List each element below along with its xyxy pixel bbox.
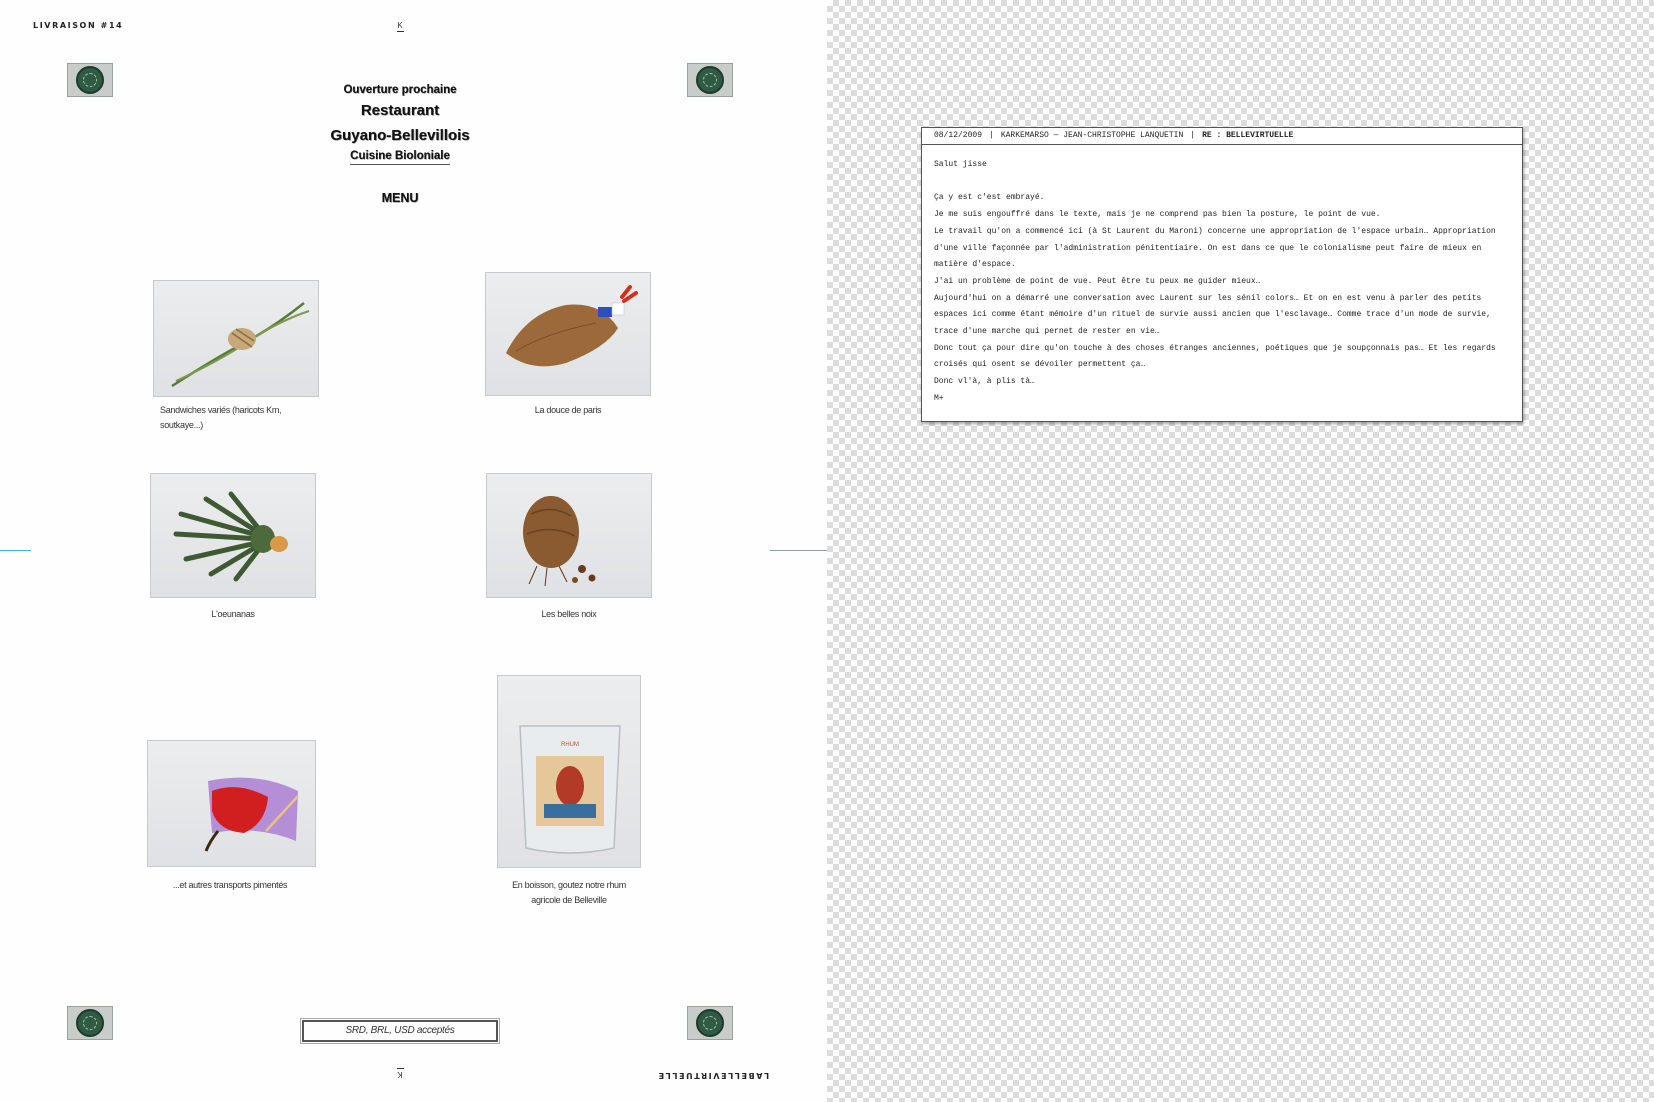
menu-photo-coconut xyxy=(486,473,652,598)
email-line: d'une ville façonnée par l'administration pénitentiaire. On est dans ce que le colonialisme peut faire de mieux en xyxy=(934,243,1482,253)
email-line: matière d'espace. xyxy=(934,260,1016,270)
email-from: KARKEMARSO — JEAN-CHRISTOPHE LANQUETIN xyxy=(1000,131,1184,140)
email-line: Ça y est c'est embrayé. xyxy=(934,193,1045,203)
seal-emblem-icon xyxy=(696,66,724,94)
beans-illustration xyxy=(154,281,319,397)
email-date: 08/12/2009 xyxy=(934,131,983,140)
heading-opening: Ouverture prochaine xyxy=(343,84,457,96)
menu-caption-beans: Sandwiches variés (haricots Km, soutkaye...) xyxy=(160,405,282,430)
email-line: Donc tout ça pour dire qu'on touche à des choses étranges anciennes, poétiques que je soupçonnais pas… Et les regards xyxy=(934,343,1496,353)
heading-cuisine: Cuisine Bioloniale xyxy=(350,150,450,165)
header-separator: | xyxy=(989,131,994,140)
email-line: croisés qui osent se dévoiler permettent ça… xyxy=(934,360,1146,370)
folio-letter: K xyxy=(397,21,403,30)
heading-restaurant: Restaurant xyxy=(360,102,440,119)
crop-mark-gutter xyxy=(770,550,827,551)
crop-mark-left xyxy=(0,550,31,551)
email-line: Donc vl'à, à plis tà… xyxy=(934,377,1035,387)
email-subject: RE : BELLEVIRTUELLE xyxy=(1202,131,1294,140)
seal-bottom-left xyxy=(67,1006,113,1040)
svg-text:RHUM: RHUM xyxy=(561,742,579,748)
menu-caption-rum: En boisson, goutez notre rhum agricole de Belleville xyxy=(512,880,626,905)
email-greeting: Salut jisse xyxy=(934,160,987,169)
email-header xyxy=(922,128,1522,145)
seal-top-right xyxy=(687,63,733,97)
header-separator: | xyxy=(1190,131,1196,140)
accepted-currencies: SRD, BRL, USD acceptés xyxy=(302,1020,498,1042)
seal-bottom-right xyxy=(687,1006,733,1040)
email-body xyxy=(922,145,1522,408)
email-line: J'ai un problème de point de vue. Peut être tu peux me guider mieux… xyxy=(934,276,1261,286)
menu-title: MENU xyxy=(381,191,419,205)
seal-emblem-icon xyxy=(696,1009,724,1037)
menu-photo-rum-glass xyxy=(497,675,641,868)
menu-photo-pineapple xyxy=(150,473,316,598)
email-line: Aujourd'hui on a démarré une conversation avec Laurent sur les sénil colors… Et on en est venu à parler des petits xyxy=(934,293,1482,303)
restaurant-heading xyxy=(270,84,530,165)
folio-top xyxy=(396,21,404,33)
pepper-illustration xyxy=(148,741,316,867)
menu-photo-beans xyxy=(153,280,319,397)
email-line: Le travail qu'on a commencé ici (à St Laurent du Maroni) concerne une appropriation de l'espace urbain… Appropriation xyxy=(934,226,1496,236)
running-head: LIVRAISON #14 xyxy=(33,21,124,30)
email-blank-line xyxy=(934,174,1510,191)
email-signature: M+ xyxy=(934,393,944,403)
email-line: Je me suis engouffré dans le texte, mais je ne comprend pas bien la posture, le point de vue. xyxy=(934,210,1381,220)
seal-top-left xyxy=(67,63,113,97)
sweet-potato-illustration xyxy=(486,273,651,396)
menu-caption-coconut: Les belles noix xyxy=(541,609,597,619)
rum-glass-illustration xyxy=(498,676,641,868)
folio-bottom xyxy=(396,1067,404,1079)
menu-caption-pineapple: L'oeunanas xyxy=(211,609,255,619)
seal-emblem-icon xyxy=(76,1009,104,1037)
folio-rule xyxy=(397,31,404,32)
menu-caption-sweet-potato: La douce de paris xyxy=(534,405,602,415)
seal-emblem-icon xyxy=(76,66,104,94)
folio-rule xyxy=(397,1068,404,1069)
email-line: espaces ici comme étant mémoire d'un rituel de survie aussi ancien que l'esclavage… Comme trace d'un mode de survie, xyxy=(934,310,1491,320)
menu-photo-pepper xyxy=(147,740,316,867)
menu-photo-sweet-potato xyxy=(485,272,651,396)
folio-letter: K xyxy=(397,1070,403,1079)
pineapple-illustration xyxy=(151,474,316,598)
heading-name: Guyano-Bellevillois xyxy=(330,127,470,144)
coconut-illustration xyxy=(487,474,652,598)
email-line: trace d'une marche qui pernet de rester en vie… xyxy=(934,327,1160,337)
email-panel xyxy=(921,127,1523,422)
running-foot: LABELLEVIRTUELLE xyxy=(657,1071,770,1080)
menu-caption-pepper: ...et autres transports pimentés xyxy=(172,880,288,890)
